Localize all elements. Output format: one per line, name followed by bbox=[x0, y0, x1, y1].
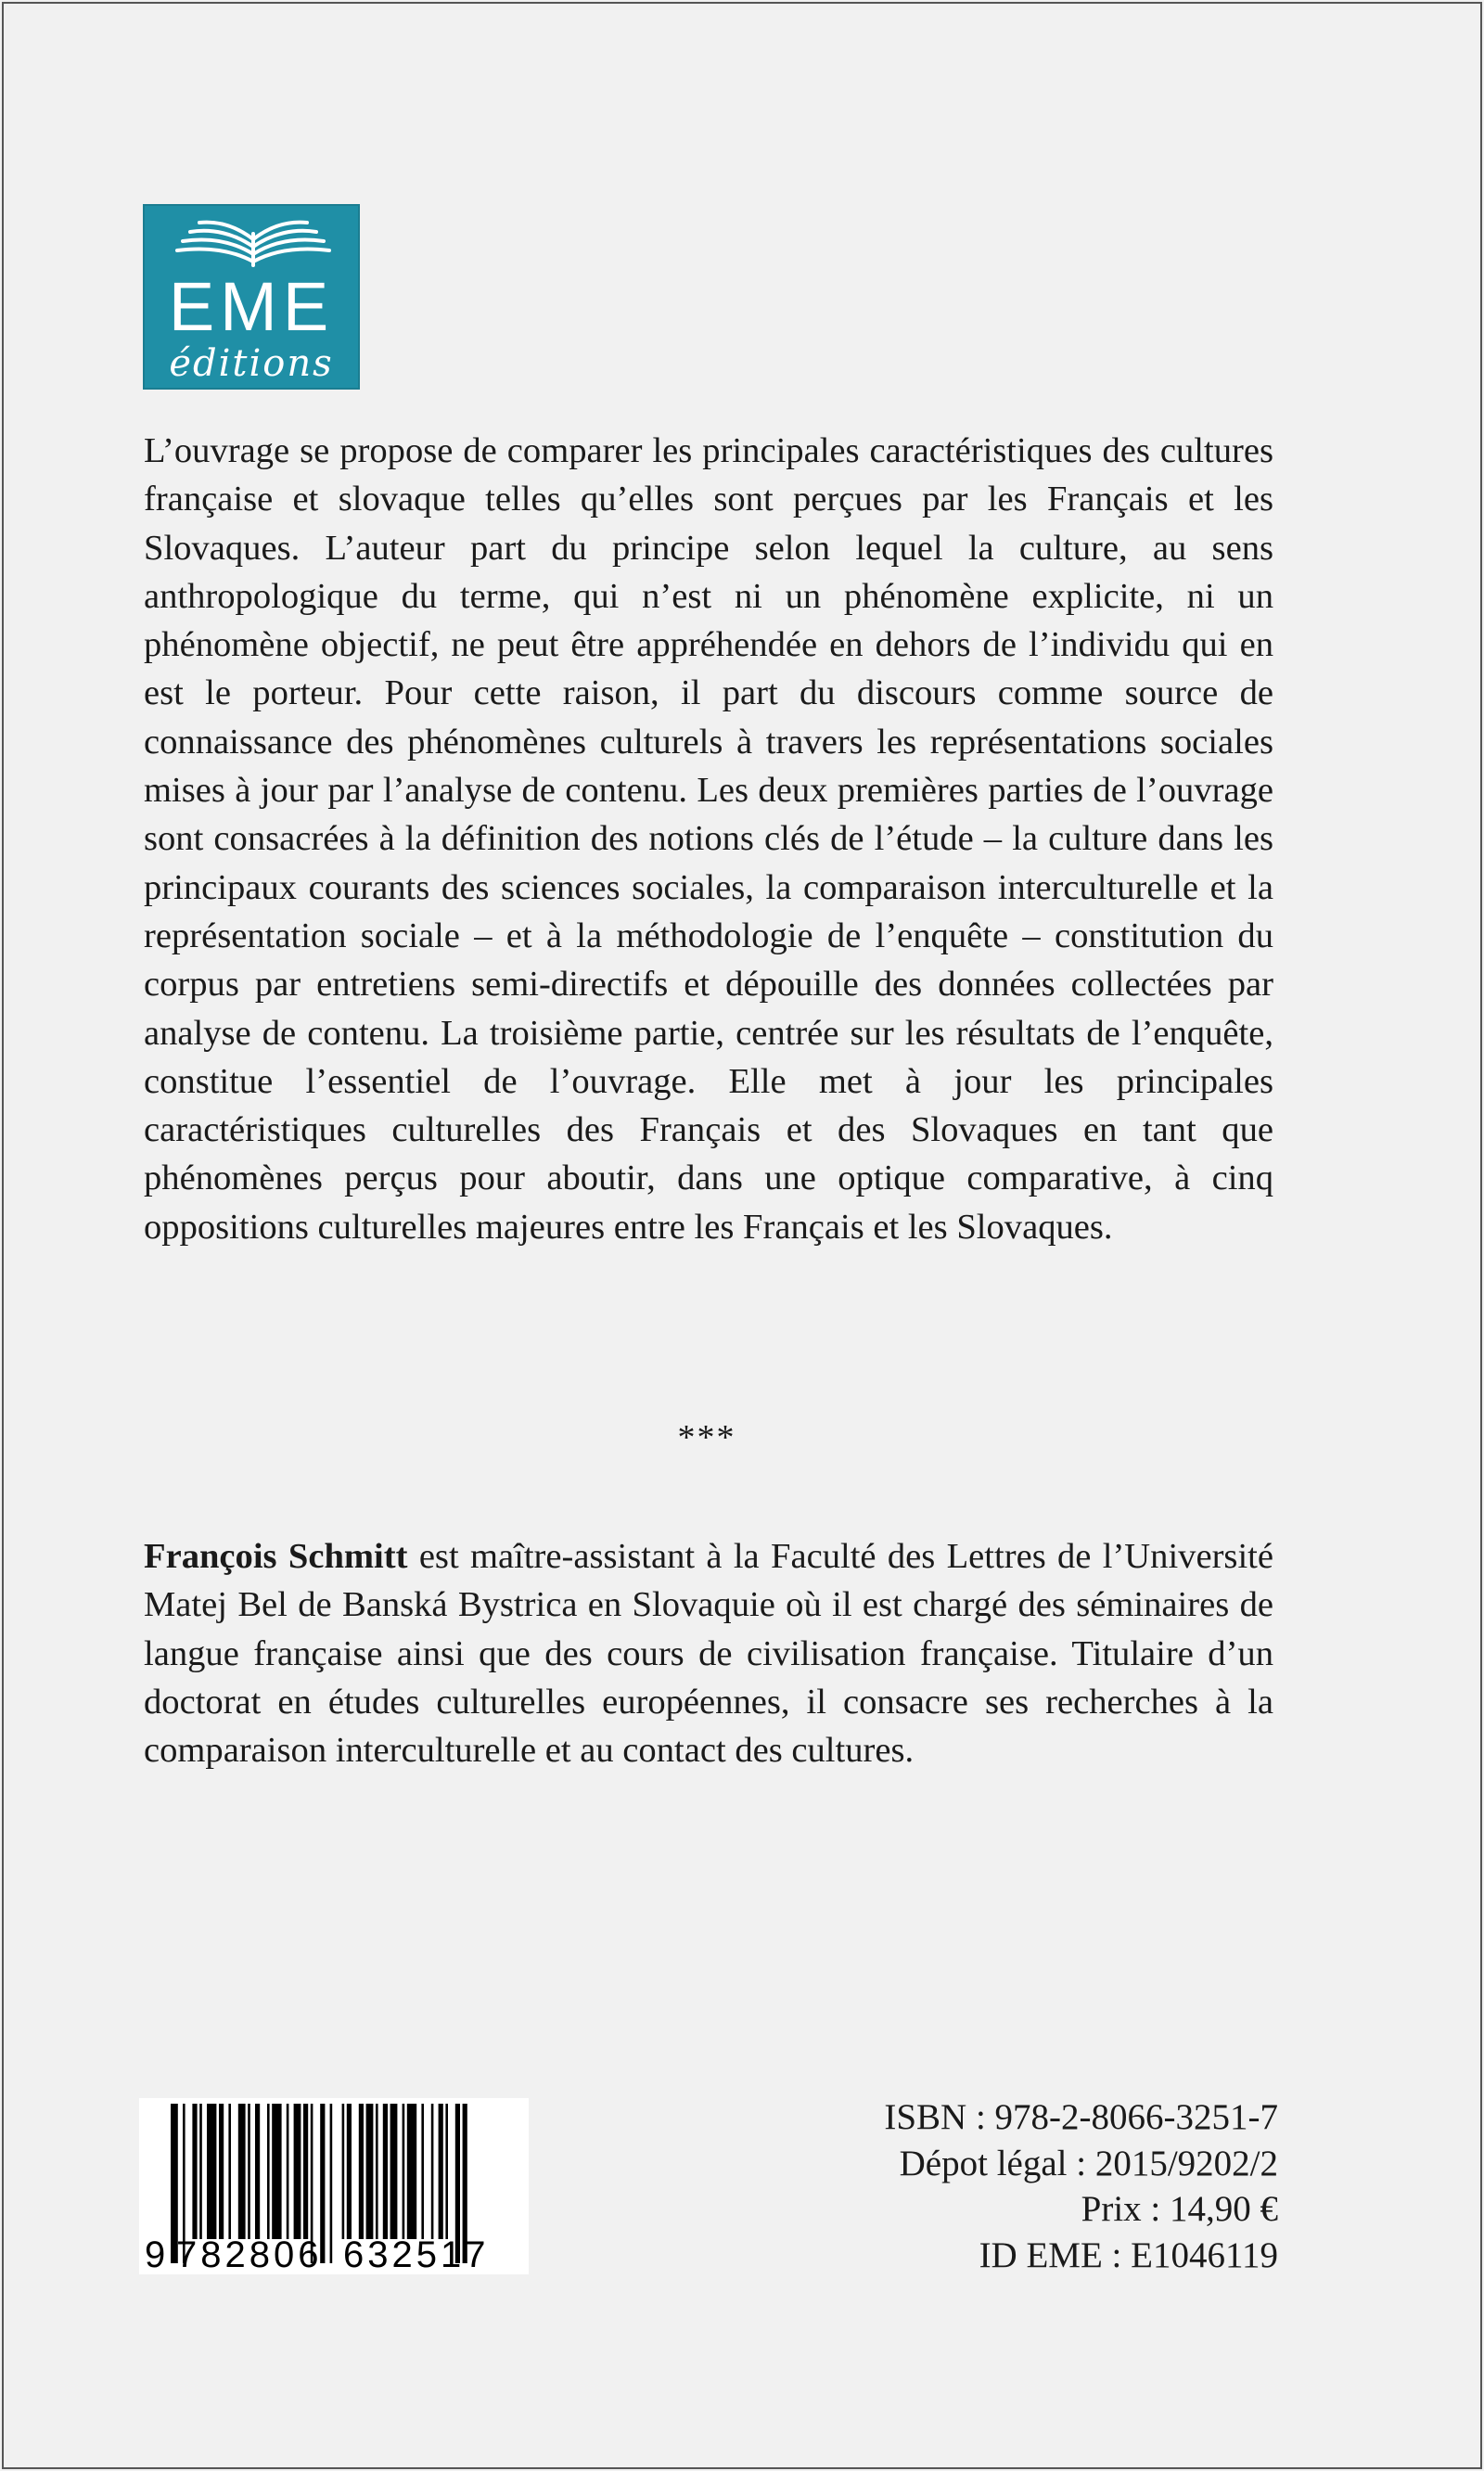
barcode-lead-digit: 9 bbox=[145, 2234, 166, 2274]
barcode-bar bbox=[207, 2104, 216, 2239]
logo-mark: EME bbox=[168, 268, 335, 345]
book-summary: L’ouvrage se propose de comparer les principales caractéristiques des cultures française et slovaque telles qu’elles sont perçues par les Français et les Slovaques. L’auteur part du principe selon lequel la culture, au sens anthropologique du terme, qui n’est ni un phénomène explicite, ni un phénomène objectif, ne peut être appréhendée en dehors de l’individu qui en est le porteur. Pour cette raison, il part du discours comme source de connaissance des phénomènes culturels à travers les représentations sociales mises à jour par l’analyse de contenu. Les deux premières parties de l’ouvrage sont consacrées à la définition des notions clés de l’étude – la culture dans les principaux courants des sciences sociales, la comparaison interculturelle et la représentation sociale – et à la méthodologie de l’enquête – constitution du corpus par entretiens semi-directifs et dépouille des données collectées par analyse de contenu. La troisième partie, centrée sur les résultats de l’enquête, constitue l’essentiel de l’ouvrage. Elle met à jour les principales caractéristiques culturelles des Français et des Slovaques en tant que phénomènes perçus pour aboutir, dans une optique comparative, à cinq oppositions culturelles majeures entre les Français et les Slovaques. bbox=[144, 431, 1273, 1247]
barcode-bar bbox=[347, 2104, 352, 2239]
author-name: François Schmitt bbox=[144, 1537, 408, 1576]
logo-subtitle: éditions bbox=[169, 342, 334, 385]
price: Prix : 14,90 € bbox=[1081, 2189, 1278, 2229]
open-book-icon bbox=[160, 213, 346, 269]
barcode-left-digits: 782806 bbox=[176, 2234, 323, 2274]
barcode-bar bbox=[445, 2104, 448, 2239]
barcode-bar bbox=[219, 2104, 224, 2239]
barcode-bar bbox=[383, 2104, 388, 2239]
barcode-bar bbox=[228, 2104, 231, 2239]
barcode-bar bbox=[359, 2104, 364, 2239]
barcode-bar bbox=[431, 2104, 434, 2239]
barcode-bar bbox=[267, 2104, 270, 2239]
barcode-bar bbox=[248, 2104, 250, 2239]
barcode-bar bbox=[376, 2104, 378, 2239]
barcode-bar bbox=[390, 2104, 398, 2239]
barcode-bar bbox=[342, 2104, 345, 2239]
publisher-logo bbox=[143, 204, 360, 390]
author-bio-text: est maître-assistant à la Faculté des Lettres de l’Université Matej Bel de Banská Bystrica en Slovaquie où il est chargé des séminaires de langue française ainsi que des cours de civilisation française. Titulaire d’un doctorat en études culturelles européennes, il consacre ses recherches à la comparaison interculturelle et au contact des cultures. bbox=[144, 1537, 1274, 1771]
barcode-bar bbox=[272, 2104, 281, 2239]
publisher-id: ID EME : E1046119 bbox=[979, 2234, 1278, 2275]
barcode-bar bbox=[303, 2104, 308, 2239]
legal-deposit: Dépot légal : 2015/9202/2 bbox=[899, 2143, 1278, 2183]
barcode-bar bbox=[199, 2104, 202, 2239]
barcode-bar bbox=[255, 2104, 260, 2239]
barcode-bar bbox=[330, 2104, 333, 2263]
barcode bbox=[139, 2098, 529, 2274]
isbn: ISBN : 978-2-8066-3251-7 bbox=[884, 2097, 1278, 2137]
barcode-right-digits: 632517 bbox=[343, 2234, 490, 2274]
barcode-bar bbox=[439, 2104, 443, 2239]
section-separator: *** bbox=[677, 1418, 736, 1457]
barcode-bar bbox=[403, 2104, 405, 2239]
publication-info bbox=[884, 2094, 1278, 2278]
barcode-bar bbox=[238, 2104, 246, 2239]
barcode-bar bbox=[366, 2104, 374, 2239]
author-bio bbox=[144, 1532, 1273, 1774]
barcode-bar bbox=[287, 2104, 289, 2239]
barcode-bar bbox=[192, 2104, 197, 2239]
barcode-bar bbox=[294, 2104, 301, 2239]
barcode-bar bbox=[407, 2104, 416, 2239]
barcode-bar bbox=[421, 2104, 424, 2239]
